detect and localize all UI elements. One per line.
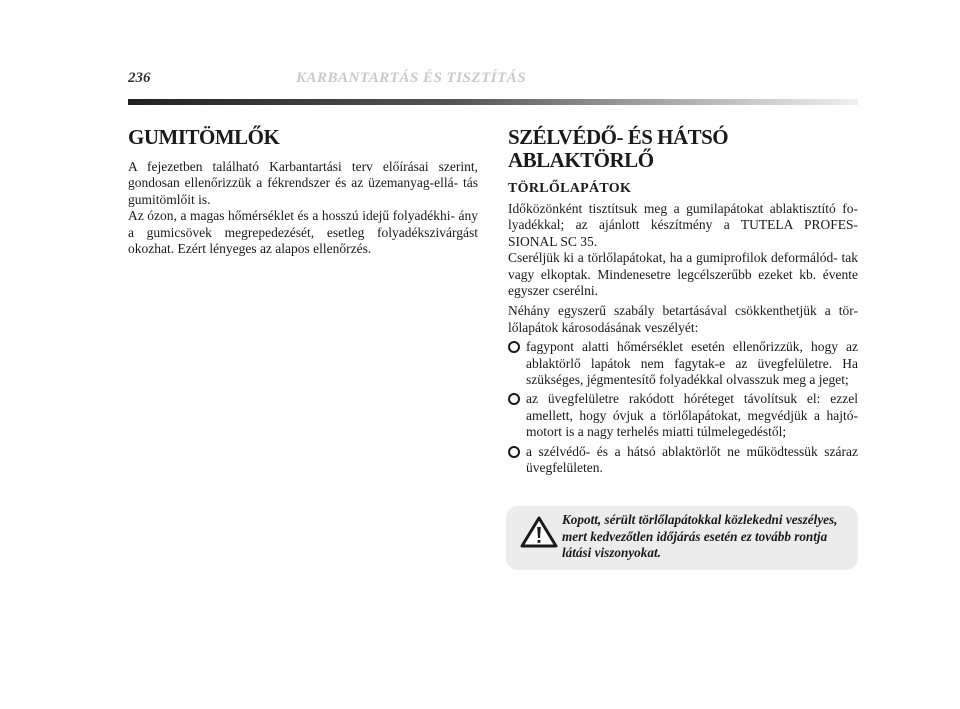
list-item: [508, 391, 858, 440]
right-column: [508, 126, 858, 480]
circle-bullet-icon: [508, 446, 520, 458]
body-paragraph: Cseréljük ki a törlőlapátokat, ha a gumiprofilok deformálód- tak vagy elkoptak. Mindenesetre legcélszerűbb ezeket kb. évente egyszer cserélni.: [508, 250, 858, 299]
subsection-title-torlolapatok: TÖRLŐLAPÁTOK: [508, 181, 632, 196]
running-header: KARBANTARTÁS ÉS TISZTÍTÁS: [296, 70, 527, 86]
left-column: [128, 126, 478, 257]
list-item-text: a szélvédő- és a hátsó ablaktörlőt ne működtessük száraz üvegfelületen.: [526, 443, 858, 476]
page-number: 236: [128, 70, 151, 86]
list-item-text: fagypont alatti hőmérséklet esetén ellenőrizzük, hogy az ablaktörlő lapátok nem fagytak-e az üvegfelületre. Ha szükséges, jégmentesítő folyadékkal olvasszuk meg a jeget;: [526, 339, 858, 388]
header-rule: [128, 99, 858, 105]
circle-bullet-icon: [508, 393, 520, 405]
list-item: [508, 444, 858, 477]
list-item: [508, 339, 858, 388]
warning-triangle-icon: [520, 516, 558, 548]
section-title-ablaktorlo: SZÉLVÉDŐ- ÉS HÁTSÓ ABLAKTÖRLŐ: [508, 125, 729, 172]
body-paragraph: A fejezetben található Karbantartási terv előírásai szerint, gondosan ellenőrizzük a fékrendszer és az üzemanyag-ellá- tás gumitömlőit is.: [128, 159, 478, 207]
body-paragraph: Időközönként tisztítsuk meg a gumilapátokat ablaktisztító fo- lyadékkal; az ajánlott készítmény a TUTELA PROFES- SIONAL SC 35.: [508, 201, 858, 249]
warning-box: [506, 506, 858, 570]
circle-bullet-icon: [508, 341, 520, 353]
warning-text: Kopott, sérült törlőlapátokkal közlekedni veszélyes, mert kedvezőtlen időjárás esetén ez tovább rontja látási viszonyokat.: [562, 512, 838, 561]
section-title-gumitomlok: GUMITÖMLŐK: [128, 125, 280, 149]
list-item-text: az üvegfelületre rakódott hóréteget távolítsuk el: ezzel amellett, hogy óvjuk a törlőlapátokat, megvédjük a hajtó- motort is a nagy terhelés miatti túlmelegedéstől;: [526, 391, 858, 440]
body-paragraph: Az ózon, a magas hőmérséklet és a hosszú idejű folyadékhi- ány a gumicsövek megrepedezését, esetleg folyadékszivárgást okozhat. Ezért lényeges az alapos ellenőrzés.: [128, 208, 478, 257]
body-paragraph: Néhány egyszerű szabály betartásával csökkenthetjük a tör- lőlapátok károsodásának veszélyét:: [508, 303, 858, 335]
bullet-list: [508, 339, 858, 476]
